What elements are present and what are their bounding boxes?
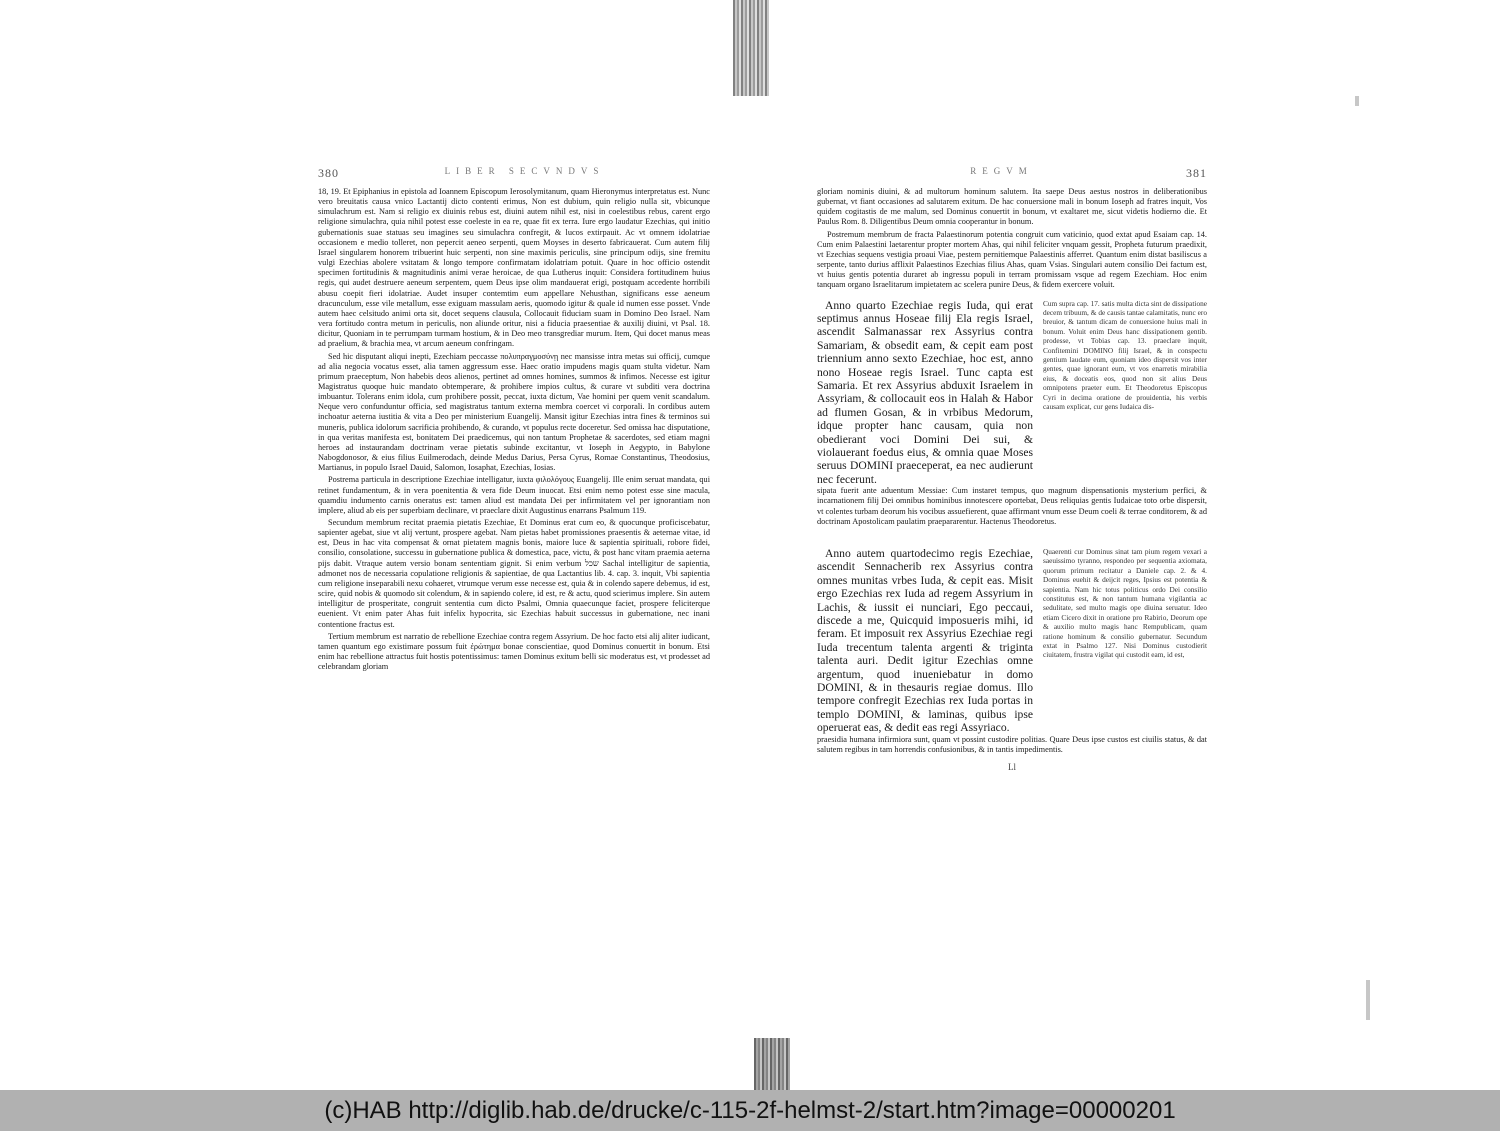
right-paragraph: Postremum membrum de fracta Palaestinorum potentia congruit cum vaticinio, quod extat apud Esaiam cap. 14. Cum enim Palaestini laetarentur propter mortem Ahas, qui nihil feliciter vnquam gessit, Propheta futurum praedixit, vt Ezechias sequens vestigia proaui Viae, pestem pernitiemque Palaestinis afferret. Quantum enim distat basiliscus a serpente, tanto durius afflixit Palaestinos Ezechias filius Ahas, quam Vsias. Singulari autem consilio Dei factum est, vt huius gentis potentia duraret ab ingressu populi in terram promissam vsque ad regem Ezechiam. Hoc enim tanquam organo Israelitarum impietatem ac scelera punire Deus, & fidem exercere voluit. xyxy=(817,229,1207,290)
right-running-head xyxy=(817,166,1207,181)
left-paragraph: Postrema particula in descriptione Ezechiae intelligatur, iuxta φιλολόγους Euangelij. Ille enim seruat mandata, qui retinet fundamentum, & in vera poenitentia & vera fide Deum inuocat. Etsi enim nemo potest esse sine macula, quamdiu indumento carnis oneratus est: tamen aliud est mandata Dei per infirmitatem vel per ignorantiam non implere, aliud ab eis per superbiam declinare, vt praeclare dixit Augustinus enarrans Psalmum 119. xyxy=(318,475,710,515)
commentary-continuation: sipata fuerit ante aduentum Messiae: Cum instaret tempus, quo magnum dispensationis mysterium perfici, & incarnationem filij Dei omnibus hominibus innotescere oportebat, Deus reliquias gentis Iudaicae toto orbe dispersit, vt colentes turbam deorum his vocibus assuefierent, quae affirmant vnum esse Deum coeli & terrae conditorem, & ad doctrinam Apostolicam paulatim praepararentur. Hactenus Theodoretus. xyxy=(817,486,1207,526)
signature-mark-row xyxy=(817,757,1207,775)
left-page-number: 380 xyxy=(318,166,339,180)
commentary-column: Quaerenti cur Dominus sinat tam pium regem vexari a saeuissimo tyranno, respondeo per sequentia axiomata, quorum primum recitatur a Daniele cap. 2. & 4. Dominus euehit & deijcit reges, Ipsius est potentia & sapientia. Nam hic totus politicus ordo Dei consilio constitutus est, & non tantum humana vigilantia ac sedulitate, sed multo magis ope diuina seruatur. Ideo etiam Cicero dixit in oratione pro Rabirio, Deorum ope & auxilio multo magis hanc Rempublicam, quam ratione hominum & consilio gubernatur. Secundum extat in Psalmo 127. Nisi Dominus custodierit ciuitatem, frustra vigilat qui custodit eam, id est, xyxy=(1043,546,1207,660)
left-paragraph: 18, 19. Et Epiphanius in epistola ad Ioannem Episcopum Ierosolymitanum, quam Hieronymus interpretatus est. Nunc vero breuitatis causa vnico Lactantij dicto contenti erimus, Non est dubium, quin religio nulla sit, vbicunque simulachrum est. Nam si religio ex diuinis rebus est, diuini autem nihil est, nisi in coelestibus rebus, carent ergo religione simulachra, quia nihil potest esse coeleste in ea re, quae fit ex terra. Iure ergo laudatur Ezechias, qui initio gubernationis suae statuas seu imagines seu simulachra confregit, & lucos extirpauit. Ac vt omnem idolatriae occasionem e medio tolleret, non pepercit aeneo serpenti, quem Moyses in deserto fabricauerat. Cum autem filij Israel singularem honorem tribuerint huic serpenti, non sine maximis periculis, sine principum odijs, sine fremitu vulgi Ezechias abolere vsitatam & longo tempore confirmatam idolatriam potuit. Quare in hoc officio ostendit specimen fortitudinis & magnitudinis animi verae heroicae, de qua Lutherus inquit: Considera fortitudinem huius regis, qui audet destruere aeneum serpentem, quem Deus ipse olim mandauerat erigi, postquam accedente horribili abusu coepit fieri idolatriae. Audet insuper contemtim eum appellare Nehusthan, significans esse aeneum dracunculum, esse vile metallum, esse exiguam massulam aeris, quomodo igitur & quale id numen esse posset. Vnde autem haec celsitudo animi orta sit, docet sequens clausula, Collocauit fiduciam suam in Domino Deo Israel. Nam vera fortitudo contra metum in periculis, non aliunde oritur, nisi a fiducia praesentiae & auxilij diuini, vt Psal. 18. dicitur, Quoniam in te perrumpam turmam hostium, & in Deo meo transgrediar murum. Item, Qui docet manus meas ad praelium, & brachia mea, vt arcum aeneum confringam. xyxy=(318,187,710,349)
binding-strip-bottom xyxy=(754,1038,790,1092)
left-running-title: LIBER SECVNDVS xyxy=(444,166,605,176)
scripture-block-1 xyxy=(817,299,1207,487)
commentary-column: Cum supra cap. 17. satis multa dicta sint de dissipatione decem tribuum, & de causis tantae calamitatis, nunc ero breuior, & tantum dicam de conuersione huius mali in bonum. Voluit enim Deus hanc dissipationem gentib. prodesse, vt Tobias cap. 13. praeclare inquit, Confitemini DOMINO filij Israel, & in conspectu gentium laudate eum, quoniam ideo dispersit vos inter gentes, quae ignorant eum, vt vos enarretis mirabilia eius, & doceatis eos, quod non sit alius Deus omnipotens praeter eum. Et Theodoretus Episcopus Cyri in decima oratione de prouidentia, his verbis causam explicat, cur gens Iudaica dis- xyxy=(1043,298,1207,412)
signature-mark: Ll xyxy=(1008,761,1016,772)
commentary-continuation: praesidia humana infirmiora sunt, quam vt possint custodire politias. Quare Deus ipse custos est ciuilis status, & dat salutem regibus in tam horrendis confusionibus, & in tantis impedimentis. xyxy=(817,734,1207,754)
right-running-title: REGVM xyxy=(970,166,1033,176)
scripture-block-2 xyxy=(817,547,1207,735)
right-page-number: 381 xyxy=(1185,166,1207,180)
scripture-text: Anno quarto Ezechiae regis Iuda, qui erat septimus annus Hoseae filij Ela regis Israel, ascendit Salmanassar rex Assyrius contra Samariam, & obsedit eam, & cepit eam post triennium anno sexto Ezechiae, hoc est, anno nono Hoseae regis Israel. Tunc capta est Samaria. Et rex Assyrius abduxit Israelem in Assyriam, & collocauit eos in Halah & Habor ad flumen Gosan, & in vrbibus Medorum, idque propter hanc causam, quia non obedierant voci Domini Dei sui, & violauerant foedus eius, & omnia quae Moses seruus DOMINI praeceperat, ea nec audierunt nec fecerunt. xyxy=(817,298,1033,486)
page-edge-mark xyxy=(1355,96,1359,106)
right-paragraph: gloriam nominis diuini, & ad multorum hominum salutem. Ita saepe Deus aestus nostros in deliberationibus gubernat, vt fiant occasiones ad salutarem exitum. De hac conuersione mali in bonum Ioseph ad fratres inquit, Vos quidem cogitastis de me malum, sed Dominus conuertit in bonum, vt exaltaret me, sicut videtis hodierno die. Et Paulus Rom. 8. Diligentibus Deum omnia cooperantur in bonum. xyxy=(817,187,1207,227)
left-page xyxy=(318,166,710,674)
left-paragraph: Tertium membrum est narratio de rebellione Ezechiae contra regem Assyrium. De hoc facto etsi alij aliter iudicant, tamen quantum ego existimare possum fuit ἐρώτημα bonae conscientiae, quod Dominus conuertit in bonum. Etsi enim hac rebellione attractus fuit hostis potentissimus: tamen Dominus exitum belli sic moderatus est, vt prodesset ad celebrandam gloriam xyxy=(318,631,710,672)
page-edge-mark xyxy=(1366,980,1370,1020)
left-paragraph: Sed hic disputant aliqui inepti, Ezechiam peccasse πολυπραγμοσύνῃ nec mansisse intra metas sui officij, cumque ad alia negocia vocatus esset, alia tamen aggressum esse. Haec oratio impudens magis quam stulta videtur. Nam primum praeceptum, Non habebis deos alienos, pertinet ad omnes homines, summos & infimos. Necesse est igitur Magistratus quoque huic mandato obtemperare, & prohibere impios cultus, & curare vt subditi vera doctrina imbuantur. Tolerans enim idola, cum prohibere possit, peccat, iuxta dictum, Vae homini per quem venit scandalum. Neque vero confunduntur officia, sed magistratus tantum externa membra coercet vi corporali. In cordibus autem inchoatur aeterna iustitia & vita a Deo per ministerium Euangelij. Mansit igitur Ezechias intra fines & terminos sui muneris, publica idolorum sacrificia prohibendo, & curando, vt populus recte doceretur. Sed omissa hac disputatione, in qua veritas manifesta est, bonitatem Dei praedicemus, qui non tantum Prophetae & sacerdotes, sed etiam magni heroes ad instaurandam doctrinam verae pietatis subinde excitantur, vt Ioseph in Aegypto, in Babylone Nabogdonosor, & eius filius Euilmerodach, deinde Medus Darius, Persa Cyrus, Romae Constantinus, Theodosius, Martianus, in populo Israel Dauid, Salomon, Iosaphat, Ezechias, Iosias. xyxy=(318,351,710,473)
copyright-footer-bar xyxy=(0,1090,1500,1131)
scripture-text: Anno autem quartodecimo regis Ezechiae, ascendit Sennacherib rex Assyrius contra omnes munitas vrbes Iuda, & cepit eas. Misit ergo Ezechias rex Iuda ad regem Assyrium in Lachis, & iussit ei nunciari, Ego peccaui, discede a me, Quicquid imposueris mihi, id feram. Et imposuit rex Assyrius Ezechiae regi Iuda trecentum talenta argenti & triginta talenta auri. Dedit igitur Ezechias omne argentum, quod inueniebatur in domo DOMINI, & in thesauris regiae domus. Illo tempore confregit Ezechias rex Iuda portas in templo DOMINI, & laminas, quibus ipse operuerat eas, & dedit eas regi Assyriaco. xyxy=(817,546,1033,735)
right-page xyxy=(817,166,1207,775)
copyright-url-text: (c)HAB http://diglib.hab.de/drucke/c-115-2f-helmst-2/start.htm?image=00000201 xyxy=(324,1096,1176,1124)
left-running-head xyxy=(318,166,710,181)
binding-strip-top xyxy=(733,0,769,96)
left-paragraph: Secundum membrum recitat praemia pietatis Ezechiae, Et Dominus erat cum eo, & quocunque proficiscebatur, sapienter agebat, siue vt alij vertunt, prospere agebat. Nam pietas habet promissiones praesentis & aeternae vitae, id est, Deus in hac vita compensat & ornat pietatem magnis bonis, maiore luce & sapientia spirituali, robore fidei, consilio, consolatione, successu in gubernatione publica & domestica, pace, victu, & post hanc vitam praemia aeterna pijs dabit. Vtraque autem versio bonam sententiam gignit. Si enim verbum שכל Sachal intelligitur de sapientia, admonet nos de necessaria copulatione religionis & sapientiae, de qua Lactantius lib. 4. cap. 3. inquit, Vbi sapientia cum religione inseparabili nexu cohaeret, vtrumque verum esse necesse est, quia & in colendo sapere debemus, id est, scire, quid nobis & quomodo sit colendum, & in sapiendo colere, id est, re & actu, quod scierimus implere. Sin autem intelligitur de prosperitate, congruit sententia cum dicto Psalmi, Omnia quaecunque faciet, prospere feliciterque euenient. Vt enim pater Ahas fuit infelix hypocrita, sic Ezechias habuit successus in gubernatione, nec inani contentione fractus est. xyxy=(318,518,710,629)
